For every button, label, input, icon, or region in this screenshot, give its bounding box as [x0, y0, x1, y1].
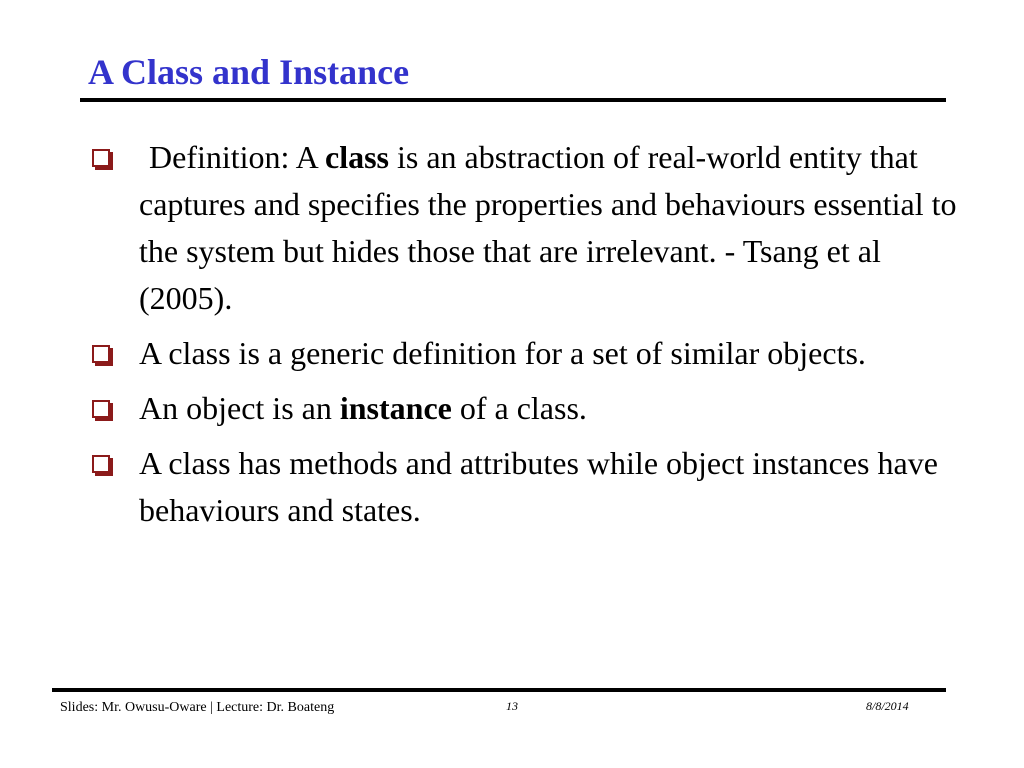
checkbox-bullet-icon	[92, 345, 110, 363]
slide-title: A Class and Instance	[88, 52, 410, 92]
bullet-item-definition	[92, 134, 962, 322]
bullet-text: Definition: A	[149, 139, 325, 175]
footer-date: 8/8/2014	[866, 699, 909, 713]
bullet-text: of a class.	[451, 390, 587, 426]
checkbox-bullet-icon	[92, 455, 110, 473]
bullet-item-instance	[92, 385, 962, 432]
checkbox-bullet-icon	[92, 149, 110, 167]
title-divider	[80, 98, 946, 102]
bullet-bold-term: instance	[339, 390, 452, 426]
page-number: 13	[506, 699, 518, 713]
checkbox-bullet-icon	[92, 400, 110, 418]
bullet-item-methods-attributes	[92, 440, 962, 534]
bullet-text: A class has methods and attributes while object instances have behaviours and states.	[139, 445, 938, 528]
bullet-text: An object is an	[139, 390, 340, 426]
bullet-bold-term: class	[325, 139, 389, 175]
footer-divider	[52, 688, 946, 692]
bullet-text: A class is a generic definition for a set of similar objects.	[139, 335, 866, 371]
footer-credits: Slides: Mr. Owusu-Oware | Lecture: Dr. Boateng	[60, 700, 335, 715]
bullet-text: is an abstraction of real-world entity that captures and specifies the properties and behaviours essential to the system but hides those that are irrelevant. - Tsang et al (2005).	[139, 139, 957, 316]
bullet-list	[92, 134, 962, 542]
bullet-item-generic-definition	[92, 330, 962, 377]
